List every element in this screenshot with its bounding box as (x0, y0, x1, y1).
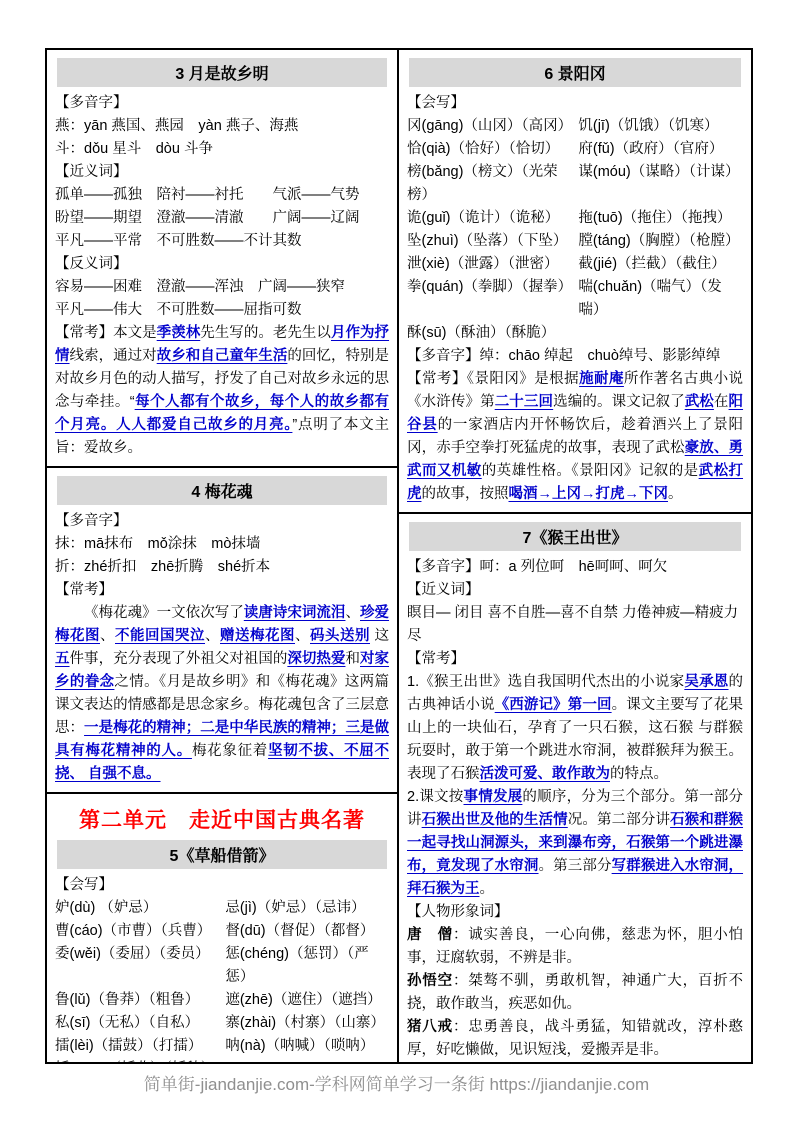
highlighted-phrase: 对家乡的眷念 (55, 651, 390, 690)
word-entry-row (407, 207, 743, 230)
text-run: 梅花象征着 (191, 743, 269, 759)
highlighted-phrase: 施耐庵 (579, 371, 624, 387)
text-run: 线索，通过对 (69, 348, 157, 364)
text-run: ”点明了本文主旨：爱故乡。 (55, 417, 390, 456)
highlighted-phrase: 码头送别 (310, 628, 370, 644)
text-run: 【常考】 (407, 651, 465, 667)
text-run: 所作著名古典小说《水浒传》第 (407, 371, 744, 410)
text-run: 【常考】 (55, 582, 113, 598)
watermark-footer: 简单街-jiandanjie.com-学科网简单学习一条街 https://jiandanjie.com (143, 1075, 650, 1094)
word-entry-row (55, 1012, 389, 1035)
paragraph (407, 1016, 743, 1062)
text-line (55, 184, 389, 207)
text-run: 、 (345, 605, 360, 621)
text-run: 在 (713, 394, 729, 410)
text-run: 燕：yān 燕国、燕园 yàn 燕子、海燕 (55, 118, 299, 134)
text-line (55, 510, 389, 533)
highlighted-phrase: 读唐诗宋词流泪 (243, 605, 346, 621)
text-run: 抹：mā抹布 mǒ涂抹 mò抹墙 (55, 536, 261, 552)
text-run: 斗：dǒu 星斗 dòu 斗争 (55, 141, 213, 157)
section-header: 5《草船借箭》 (57, 840, 387, 869)
word-entry-right: 遮(zhē)（遮住）（遮挡） (225, 992, 382, 1008)
text-run: 。 (668, 486, 683, 502)
text-line (55, 253, 389, 276)
highlighted-phrase: 月作为抒情 (55, 325, 390, 364)
paragraph (407, 924, 743, 970)
word-entry-left: 擂(lèi)（擂鼓）（打擂） (55, 1038, 203, 1054)
text-run: 酥(sū)（酥油）（酥脆） (407, 325, 556, 341)
word-entry-right: 呐(nà)（呐喊）（唢呐） (225, 1038, 375, 1054)
highlighted-phrase: 一是梅花的精神；二是中华民族的精神；三是做具有梅花精神的人。 (55, 720, 389, 759)
section-mei-hua-hun (47, 468, 397, 794)
text-run: 【会写】 (407, 95, 465, 111)
text-line (55, 276, 389, 299)
text-run: 和 (345, 651, 360, 667)
word-entry-left: 冈(gāng)（山冈）（高冈） (407, 118, 573, 134)
word-entry-row (55, 989, 389, 1012)
word-entry-row (55, 897, 389, 920)
text-run: 孤单——孤独 陪衬——衬托 气派——气势 (55, 187, 360, 203)
highlighted-phrase: 珍爱梅花图 (55, 605, 390, 644)
text-line (55, 874, 389, 897)
word-entry-right: 寨(zhài)（村寨）（山寨） (225, 1015, 385, 1031)
word-entry-left: 鲁(lǔ)（鲁莽）（粗鲁） (55, 992, 200, 1008)
text-run: 瞑目— 闭目 喜不自胜—喜不自禁 力倦神疲—精疲力尽 (407, 605, 739, 644)
text-run: 【多音字】 (55, 513, 128, 529)
paragraph (55, 322, 389, 460)
text-run: 【近义词】 (407, 582, 480, 598)
text-run: 这 (370, 628, 390, 644)
word-entry-right: 膛(táng)（胸膛）（枪膛） (578, 233, 740, 249)
text-line (407, 92, 743, 115)
text-run: 【人物形象词】 (407, 904, 509, 920)
paragraph (407, 671, 743, 786)
highlighted-phrase: 季羡林 (156, 325, 201, 341)
text-run: 、 (100, 628, 115, 644)
text-run: 平凡——伟大 不可胜数——屈指可数 (55, 302, 302, 318)
text-line (55, 533, 389, 556)
word-entry-left: 曹(cáo)（市曹）（兵曹） (55, 923, 212, 939)
word-entry-right: 督(dū)（督促）（都督） (225, 923, 375, 939)
text-run: 【反义词】 (55, 256, 128, 272)
section-header: 7《猴王出世》 (409, 522, 741, 551)
text-run: 《梅花魂》一文依次写了 (84, 605, 244, 621)
text-run: 的一家酒店内开怀畅饮后，趁着酒兴上了景阳冈，赤手空拳打死猛虎的故事，表现了武松 (407, 417, 744, 456)
highlighted-phrase: 事情发展 (463, 789, 523, 805)
highlighted-phrase: 赠送梅花图 (220, 628, 295, 644)
text-line (407, 579, 743, 602)
text-run: 容易——困难 澄澈——浑浊 广阔——狭窄 (55, 279, 345, 295)
text-run: 先生写的。老先生以 (200, 325, 331, 341)
left-column (47, 50, 399, 1062)
word-entry-right: 饥(jī)（饥饿）（饥寒） (578, 118, 719, 134)
right-column (399, 50, 751, 1062)
text-run: 折：zhé折扣 zhē折腾 shé折本 (55, 559, 271, 575)
text-run: 、 (205, 628, 220, 644)
section-jing-yang-gang (399, 50, 751, 514)
word-entry-left: 恰(qià)（恰好）（恰切） (407, 141, 560, 157)
text-line (55, 115, 389, 138)
text-line (407, 556, 743, 579)
word-entry-right: 府(fǔ)（政府）（官府） (578, 141, 724, 157)
paragraph (407, 786, 743, 901)
highlighted-phrase: 武松 (684, 394, 714, 410)
word-entry-left: 坠(zhuì)（坠落）（下坠） (407, 233, 568, 249)
highlighted-phrase: 坚韧不拔、不屈不挠、 自强不息。 (55, 743, 390, 782)
word-entry-left: 妒(dù) （妒忌） (55, 900, 158, 916)
text-run: 。 (479, 881, 494, 897)
text-line (55, 1058, 389, 1062)
text-run: ：诚实善良，一心向佛，慈悲为怀，胆小怕事，迂腐软弱，不辨是非。 (407, 927, 744, 966)
highlighted-phrase: 不能回国哭泣 (115, 628, 205, 644)
word-entry-row (407, 253, 743, 276)
highlighted-phrase: 武松打虎 (407, 463, 744, 502)
text-line (55, 579, 389, 602)
word-entry-left: 榜(bǎng)（榜文）（光荣榜） (407, 164, 558, 203)
character-name: 猪八戒 (407, 1019, 453, 1035)
section-cao-chuan-jie-jian (47, 794, 397, 1062)
text-run: 的回忆，特别是对故乡月色的动人描写，抒发了自己对故乡永远的思念与牵挂。“ (55, 348, 390, 410)
paragraph (407, 970, 743, 1016)
word-entry-row (55, 943, 389, 989)
text-line (407, 345, 743, 368)
text-line (407, 901, 743, 924)
text-line (55, 207, 389, 230)
text-line (55, 230, 389, 253)
highlighted-phrase: 豪放、勇武而又机敏 (407, 440, 744, 479)
text-line (407, 322, 743, 345)
word-entry-row (55, 920, 389, 943)
text-run: 【常考】本文是 (55, 325, 157, 341)
text-run: 件事，充分表现了外祖父对祖国的 (69, 651, 288, 667)
highlighted-phrase: 《西游记》第一回 (494, 697, 612, 713)
text-run: 、 (295, 628, 310, 644)
highlighted-phrase: 阳谷县 (407, 394, 744, 433)
section-header: 4 梅花魂 (57, 476, 387, 505)
word-entry-right: 截(jié)（拦截）（截住） (578, 256, 726, 272)
section-yue-shi-gu-xiang-ming (47, 50, 397, 468)
character-name: 唐 僧 (407, 927, 453, 943)
highlighted-phrase: 喝酒→上冈→打虎→下冈 (508, 486, 668, 502)
word-entry-row (407, 276, 743, 322)
section-hou-wang-chu-shi (399, 514, 751, 1062)
word-entry-row (407, 161, 743, 207)
section-header: 6 景阳冈 (409, 58, 741, 87)
text-run: 【会写】 (55, 877, 113, 893)
text-line (407, 648, 743, 671)
text-run: 2.课文按 (407, 789, 464, 805)
text-run: 【多音字】绰：chāo 绰起 chuò绰号、影影绰绰 (407, 348, 721, 364)
section-header: 3 月是故乡明 (57, 58, 387, 87)
word-entry-left: 私(sī)（无私）（自私） (55, 1015, 200, 1031)
highlighted-phrase: 深切热爱 (287, 651, 346, 667)
word-entry-right: 惩(chéng)（惩罚）（严惩） (225, 946, 369, 985)
paragraph (407, 368, 743, 506)
highlighted-phrase: 吴承恩 (684, 674, 729, 690)
paragraph (55, 602, 389, 786)
word-entry-left: 委(wěi)（委屈）（委员） (55, 946, 210, 962)
text-run: 的顺序，分为三个部分。第一部分讲 (407, 789, 744, 828)
word-entry-left: 诡(guǐ)（诡计）（诡秘） (407, 210, 560, 226)
text-run: 的英雄性格。《景阳冈》记叙的是 (481, 463, 699, 479)
text-run: 平凡——平常 不可胜数——不计其数 (55, 233, 302, 249)
text-run: 之情。《月是故乡明》和《梅花魂》这两篇课文表达的情感都是思念家乡。梅花魂包含了三层意思： (55, 674, 390, 736)
text-run: ：忠勇善良，战斗勇猛，知错就改，淳朴憨厚，好吃懒做，见识短浅，爱搬弄是非。 (407, 1019, 744, 1058)
highlighted-phrase: 二十三回 (494, 394, 554, 410)
character-name: 孙悟空 (407, 973, 453, 989)
highlighted-phrase: 故乡和自己童年生活 (156, 348, 288, 364)
word-entry-right: 喘(chuǎn)（喘气）（发喘） (578, 279, 722, 318)
word-entry-right: 忌(jì)（妒忌）（忌讳） (225, 900, 366, 916)
text-run: 的特点。 (610, 766, 668, 782)
text-line (55, 556, 389, 579)
text-run: 。课文主要写了花果山上的一块仙石，孕育了一只石猴，这石猴 与群猴玩耍时，敢于第一个跳进水帘洞，被群猴拜为猴王。表现了石猴 (407, 697, 744, 782)
text-run: 况。第二部分讲 (567, 812, 671, 828)
text-run: 。第三部分 (538, 858, 612, 874)
word-entry-right: 拖(tuō)（拖住）（拖拽） (578, 210, 732, 226)
text-run: 【近义词】 (55, 164, 128, 180)
unit-title: 第二单元 走近中国古典名著 (79, 809, 365, 832)
word-entry-left: 泄(xiè)（泄露）（泄密） (407, 256, 559, 272)
word-entry-right: 谋(móu)（谋略）（计谋） (578, 164, 740, 180)
word-entry-row (407, 230, 743, 253)
text-run: 1.《猴王出世》选自我国明代杰出的小说家 (407, 674, 685, 690)
word-entry-row (55, 1035, 389, 1058)
text-run (55, 1061, 215, 1062)
highlighted-phrase: 写群猴进入水帘洞，拜石猴为王 (407, 858, 744, 897)
text-run: 盼望——期望 澄澈——清澈 广阔——辽阔 (55, 210, 360, 226)
text-run: 的故事，按照 (421, 486, 509, 502)
text-line (55, 92, 389, 115)
text-line (55, 299, 389, 322)
text-run: 选编的。课文记叙了 (553, 394, 685, 410)
text-run: 【多音字】呵：a 列位呵 hē呵呵、呵欠 (407, 559, 668, 575)
text-line (407, 602, 743, 648)
word-entry-row (407, 115, 743, 138)
text-line (55, 138, 389, 161)
text-run: 【多音字】 (55, 95, 128, 111)
text-run: ：桀骜不驯，勇敢机智，神通广大，百折不挠，敢作敢当，疾恶如仇。 (407, 973, 744, 1012)
word-entry-left: 拳(quán)（拳脚）（握拳） (407, 279, 573, 295)
word-entry-row (407, 138, 743, 161)
text-line (55, 161, 389, 184)
highlighted-phrase: 活泼可爱、敢作敢为 (479, 766, 610, 782)
highlighted-phrase: 五 (55, 651, 70, 667)
highlighted-phrase: 石猴和群猴一起寻找山洞源头，来到瀑布旁，石猴第一个跳进瀑布，竟发现了水帘洞 (407, 812, 744, 874)
highlighted-phrase: 石猴出世及他的生活情 (421, 812, 568, 828)
notes-table (45, 48, 753, 1064)
text-run: 的古典神话小说 (407, 674, 744, 713)
highlighted-phrase: 每个人都有个故乡，每个人的故乡都有个月亮。人人都爱自己故乡的月亮。 (55, 394, 389, 433)
text-run: 【常考】《景阳冈》是根据 (407, 371, 580, 387)
